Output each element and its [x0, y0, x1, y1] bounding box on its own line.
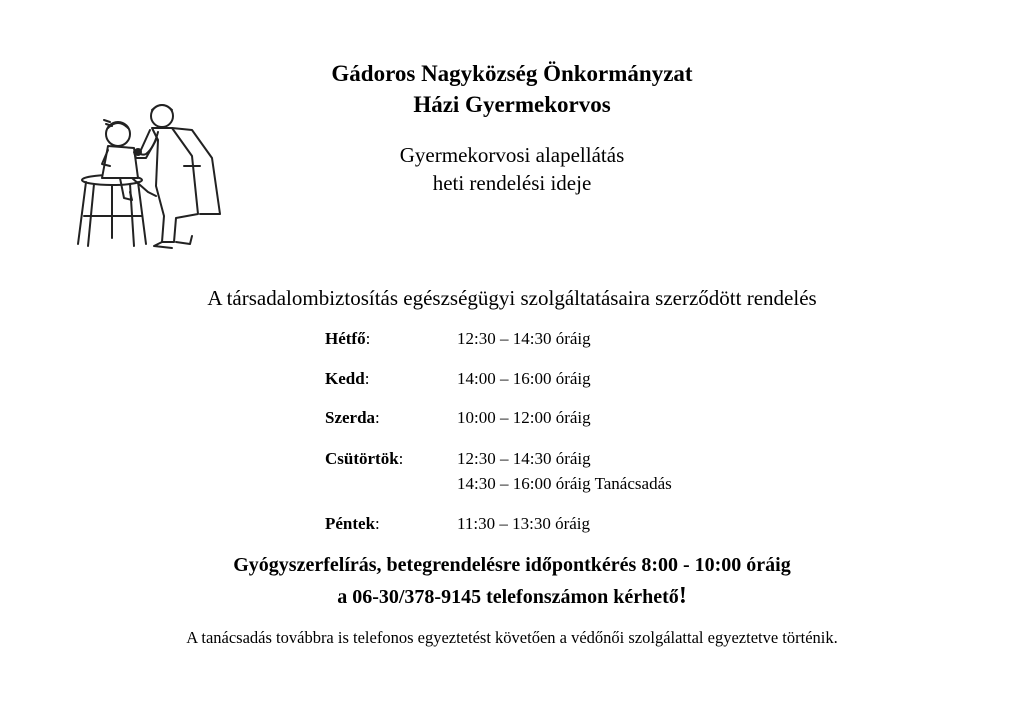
notice-line1: Gyógyszerfelírás, betegrendelésre időpontkérés 8:00 - 10:00 óráig	[233, 554, 791, 576]
day-label: Péntek:	[325, 514, 380, 533]
time-range: 10:00 – 12:00 óráig	[457, 408, 591, 427]
time-range: 12:30 – 14:30 óráig	[457, 449, 591, 468]
day-label: Kedd:	[325, 369, 370, 388]
day-label: Hétfő:	[325, 329, 371, 348]
subtitle-line1: Gyermekorvosi alapellátás	[399, 143, 625, 167]
subtitle-line2: heti rendelési ideje	[432, 171, 592, 195]
time-range: 11:30 – 13:30 óráig	[457, 514, 590, 533]
page-title-line2: Házi Gyermekorvos	[413, 92, 611, 117]
time-range: 14:00 – 16:00 óráig	[457, 369, 591, 388]
footer-note: A tanácsadás továbbra is telefonos egyeztetést követően a védőnői szolgálattal egyeztetve történik.	[186, 628, 838, 647]
day-label: Szerda:	[325, 408, 380, 427]
time-range: 14:30 – 16:00 óráig Tanácsadás	[457, 474, 672, 493]
time-range: 12:30 – 14:30 óráig	[457, 329, 591, 348]
notice-line2: a 06-30/378-9145 telefonszámon kérhető!	[337, 583, 687, 609]
intro-text: A társadalombiztosítás egészségügyi szolgáltatásaira szerződött rendelés	[207, 286, 817, 310]
page-title-line1: Gádoros Nagyközség Önkormányzat	[331, 61, 693, 86]
day-label: Csütörtök:	[325, 449, 404, 468]
exclamation-mark: !	[678, 583, 687, 609]
